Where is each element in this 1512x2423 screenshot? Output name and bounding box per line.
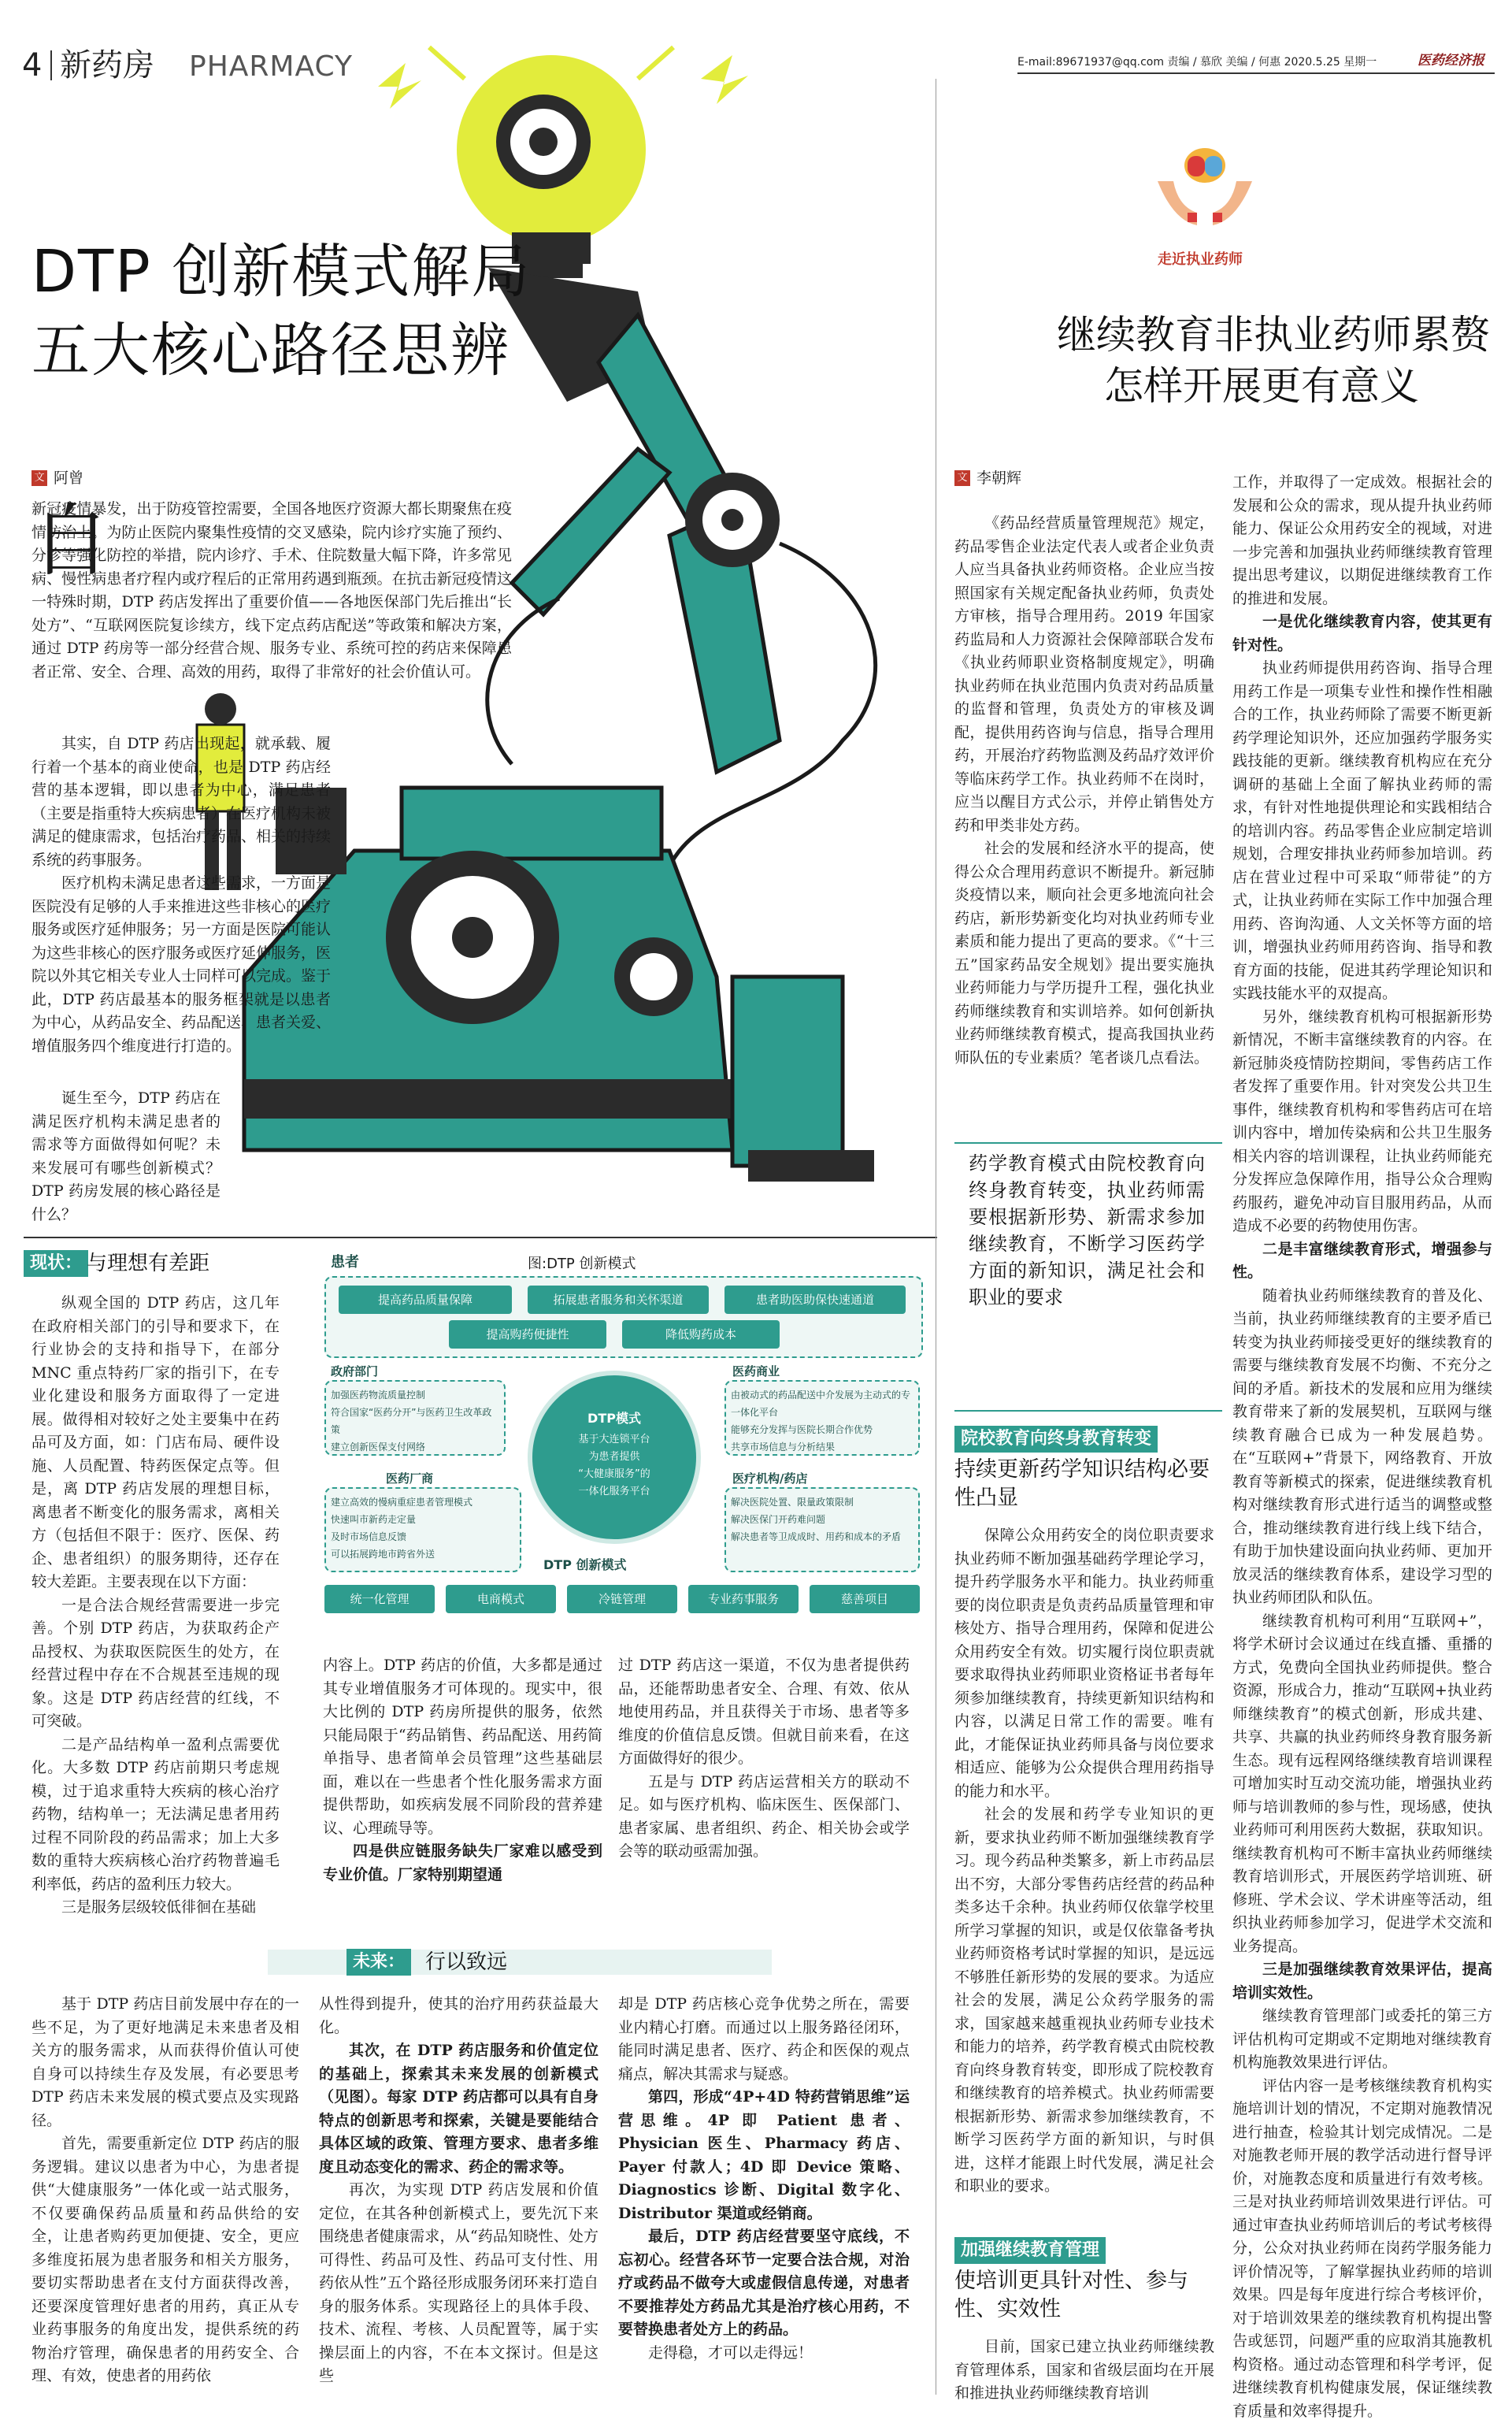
byline-tag: 文 [32,470,47,486]
intro-paragraph: 其实，自 DTP 药店出现起，就承载、履行着一个基本的商业使命，也是 DTP 药店经营的基本逻辑，即以患者为中心，满足患者（主要是指重特大疾病患者）在医疗机构未被满足的健康需求，包括治疗药品、相关的持续系统的药事服务。 [32,733,331,872]
biz-item: 由被动式的药品配送中介发展为主动式的专一体化平台 [731,1386,914,1421]
section-name: 新药房 [60,47,154,83]
header-rule [1017,72,1495,74]
body-paragraph: 走得稳，才可以走得远！ [618,2342,910,2365]
masthead-logo: 医药经济报 [1418,52,1484,69]
intro-paragraph: 新冠疫情暴发，出于防疫管控需要，全国各地医疗资源大都长期聚焦在疫情防治上。为防止医院内聚集性疫情的交叉感染，院内诊疗实施了预约、分诊等强化防控的举措，院内诊疗、手术、住院数量大幅下降，许多常见病、慢性病患者疗程内或疗程后的正常用药遇到瓶颈。在抗击新冠疫情这一特殊时期，DTP 药店发挥出了重要价值——各地医保部门先后推出“长处方”、“互联网医院复诊续方，线下定点药店配送”等政策和解决方案，通过 DTP 药房等一部分经营合规、服务专业、系统可控的药店来保障患者正常、安全、合理、高效的用药，取得了非常好的社会价值认可。 [32,498,512,684]
gov-item: 符合国家“医药分开”与医药卫生改革政策 [331,1404,499,1438]
right-column-2 [1232,471,1492,2393]
body-paragraph: 首先，需要重新定位 DTP 药店的服务逻辑。建议以患者为中心，为患者提供“大健康服务”一体化或一站式服务，不仅要确保药品质量和药品供给的安全，让患者购药更加便捷、安全，更应多维度拓展为患者服务和相关方服务，要切实帮助患者在支付方面获得改善，还要深度管理好患者的用药，真正从专业药事服务的角度出发，提供系统的药物治疗管理，确保患者的用药安全、合理、有效，使患者的用药依 [32,2132,299,2388]
hosp-list [731,1494,914,1545]
future-column-1 [32,1993,299,2395]
body-paragraph: 从性得到提升，使其的治疗用药获益最大化。 [319,1993,598,2039]
section-name-en: PHARMACY [189,50,353,83]
gov-item: 加强医药物流质量控制 [331,1386,499,1404]
author-name: 李朝辉 [976,468,1021,488]
mode-item: 慈善项目 [810,1585,920,1613]
right-column-1-mid [954,1524,1214,2288]
center-line: 基于大连锁平台 [528,1430,701,1445]
subhead-bar-1: 院校教育向终身教育转变 [954,1426,1158,1453]
intro-block-2 [32,733,331,1087]
body-paragraph: 三是服务层级较低徘徊在基础 [32,1896,280,1920]
gov-item: 建立创新医保支付网络 [331,1438,499,1456]
body-paragraph: 随着执业药师继续教育的普及化、当前，执业药师继续教育的主要矛盾已转变为执业药师接受更好的继续教育的需要与继续教育发展不均衡、不充分之间的矛盾。新技术的发展和应用为继续教育带来了新的发展契机，互联网与继续教育融合已成为一种发展趋势。在“互联网+”背景下，网络教育、开放教育等新模式的探索，促进继续教育机构对继续教育形式进行适当的调整或整合，推动继续教育进行线上线下结合，有助于加快建设面向执业药师、更加开放灵活的继续教育体系，建设学习型的执业药师团队和队伍。 [1232,1285,1492,1610]
body-paragraph: 二是产品结构单一盈利点需要优化。大多数 DTP 药店前期只考虑规模，过于追求重特大疾病的核心治疗药物，结构单一；无法满足患者用药过程不同阶段的药品需求；加上大多数的重特大疾病核心治疗药物普遍毛利率低，药店的盈利压力较大。 [32,1734,280,1897]
main-headline-line2: 五大核心路径思辨 [32,315,510,386]
body-paragraph: 再次，为实现 DTP 药店发展和价值定位，在其各种创新模式上，要先沉下来围绕患者健康需求，从“药品知晓性、处方可得性、药品可及性、药品可支付性、用药依从性”五个路径形成服务闭环来打造自身的服务体系。实现路径上的具体手段、技术、流程、考核、人员配置等，属于实操层面上的内容，不在本文探讨。但是这些 [319,2179,598,2388]
hosp-item: 解决医保门开药难问题 [731,1511,914,1528]
status-column-1 [32,1292,280,1938]
body-paragraph: 三是加强继续教育效果评估，提高培训实效性。 [1232,1958,1492,2005]
mfr-item: 可以拓展跨地市跨省外送 [331,1545,515,1563]
patient-item: 提高药品质量保障 [339,1286,512,1314]
mfr-item: 建立高效的慢病重症患者管理模式 [331,1494,515,1511]
hosp-item: 解决患者等卫成成时、用药和成本的矛盾 [731,1528,914,1545]
body-paragraph: 纵观全国的 DTP 药店，这几年在政府相关部门的引导和要求下，在行业协会的支持和指导下，在部分 MNC 重点特药厂家的指引下，在专业化建设和服务方面取得了一定进展。做得相对较好之处主要集中在药品可及方面，如：门店布局、硬件设施、人员配置、特药医保定点等。但是，离 DTP 药店发展的理想目标，离患者不断变化的服务需求，离相关方（包括但不限于：医疗、医保、药企、患者组织）的服务期待，还存在较大差距。主要表现在以下方面： [32,1292,280,1594]
patient-item: 拓展患者服务和关怀渠道 [528,1286,709,1314]
header-divider [50,50,52,80]
body-paragraph: 工作，并取得了一定成效。根据社会的发展和公众的需求，现从提升执业药师能力、保证公众用药安全的视域，对进一步完善和加强执业药师继续教育管理提出思考建议，以期促进继续教育工作的推进和发展。 [1232,471,1492,610]
body-paragraph: 第四，形成“4P+4D 特药营销思维”运营思维。4P 即 Patient 患者、Physician 医生、Pharmacy 药店、Payer 付款人；4D 即 Device 策略、Diagnostics 诊断、Digital 数字化、Distributor 渠道或经销商。 [618,2086,910,2225]
body-paragraph: 内容上。DTP 药店的价值，大多都是通过其专业增值服务才可体现的。现实中，很大比例的 DTP 药房所提供的服务，依然只能局限于“药品销售、药品配送、用药简单指导、患者简单会员管理”这些基础层面，难以在一些患者个性化服务需求方面提供帮助，如疾病发展不同阶段的营养建议、心理疏导等。 [323,1654,602,1840]
column-badge: 走近执业药师 [1158,248,1243,269]
right-headline-line1: 继续教育非执业药师累赘 [954,311,1490,358]
section-tag-status: 现状： [24,1250,88,1277]
mode-item: 统一化管理 [324,1585,435,1613]
intro-paragraph: 诞生至今，DTP 药店在满足医疗机构未满足患者的需求等方面做得如何呢？未来发展可有哪些创新模式？DTP 药房发展的核心路径是什么？ [32,1087,220,1226]
pull-quote-bottom-rule [954,1410,1222,1412]
hosp-box [724,1487,920,1572]
body-paragraph: 社会的发展和药学专业知识的更新，要求执业药师不断加强继续教育学习。现今药品种类繁多，新上市药品层出不穷，大部分零售药店经营的药品种类多达千余种。执业药师仅依靠学校里所学习掌握的知识，或是仅依靠备考执业药师资格考试时掌握的知识，是远远不够胜任新形势的发展的要求。为适应社会的发展，满足公众药学服务的需求，国家越来越重视执业药师专业技术和能力的培养，药学教育模式由院校教育向终身教育转变，即形成了院校教育和继续教育的培养模式。执业药师需要根据新形势、新需求参加继续教育，不断学习医药学方面的新知识，与时俱进，这样才能跟上时代发展，满足社会和职业的要求。 [954,1803,1214,2199]
header-meta: E-mail:89671937@qq.com 责编 / 慕欣 美编 / 何惠 2020.5.25 星期一 [1017,55,1377,69]
biz-list [731,1386,914,1456]
subhead-bar-2: 加强继续教育管理 [954,2237,1106,2264]
byline-tag: 文 [954,470,970,486]
hosp-item: 解决医院处置、限量政策限制 [731,1494,914,1511]
section-title-future: 行以致远 [425,1949,507,1976]
page-number: 4 [22,47,42,83]
mode-item: 电商模式 [446,1585,556,1613]
body-paragraph: 过 DTP 药店这一渠道，不仅为患者提供药品，还能帮助患者安全、合理、有效、依从地使用药品，并且获得关于市场、患者等多维度的价值信息反馈。但就目前来看，在这方面做得好的很少。 [618,1654,910,1771]
center-title: DTP模式 [528,1408,701,1427]
future-banner-line [268,1950,772,1975]
body-paragraph: 社会的发展和经济水平的提高，使得公众合理用药意识不断提升。新冠肺炎疫情以来，顺向社会更多地流向社会药店，新形势新变化均对执业药师专业素质和能力提出了更高的要求。《“十三五”国家药品安全规划》提出要实施执业药师能力与学历提升工程，强化执业药师继续教育和实训培养。如何创新执业药师继续教育模式，提高我国执业药师队伍的专业素质？笔者谈几点看法。 [954,837,1214,1070]
status-column-2 [323,1654,602,1938]
body-paragraph: 评估内容一是考核继续教育机构实施培训计划的情况，不定期对施教情况进行抽查，检验其计划完成情况。二是对施教老师开展的教学活动进行督导评价，对施教态度和质量进行有效考核。三是对执业药师培训效果进行评估。可通过审查执业药师培训后的考试考核得分，公众对执业药师在岗药学服务能力评价情况等，了解掌握执业药师的培训效果。四是每年度进行综合考核评价，对于培训效果差的继续教育机构提出警告或惩罚，问题严重的应取消其施教机构资格。通过动态管理和科学考评，促进继续教育机构健康发展，保证继续教育质量和效率得提升。 [1232,2075,1492,2423]
biz-box [724,1380,920,1456]
patient-item: 患者助医助保快速通道 [724,1286,906,1314]
body-paragraph: 却是 DTP 药店核心竞争优势之所在，需要业内精心打磨。而通过以上服务路径闭环，能同时满足患者、医疗、药企和医保的观点痛点，解决其需求与疑惑。 [618,1993,910,2086]
patient-item: 降低购药成本 [622,1320,780,1349]
body-paragraph: 五是与 DTP 药店运营相关方的联动不足。如与医疗机构、临床医生、医保部门、患者家属、患者组织、药企、相关协会或学会等的联动亟需加强。 [618,1771,910,1864]
right-column-1-bottom [954,2336,1214,2395]
drop-cap: 自 [32,498,110,584]
pharmacist-badge-icon [1150,134,1260,236]
future-column-3 [618,1993,910,2395]
intro-block [32,498,512,734]
body-paragraph: 执业药师提供用药咨询、指导合理用药工作是一项集专业性和操作性相融合的工作，执业药师除了需要不断更新药学理论知识外，还应加强药学服务实践技能的更新。继续教育机构应在充分调研的基础上全面了解执业药师的需求，有针对性地提供理论和实践相结合的培训内容。药品零售企业应制定培训规划，合理安排执业药师参加培训。药店在营业过程中可采取“师带徒”的方式，让执业药师在实际工作中加强合理用药、咨询沟通、人文关怀等方面的培训，增强执业药师用药咨询、指导和教育方面的技能，促进其药学理论知识和实践技能水平的双提高。 [1232,657,1492,1006]
body-paragraph: 继续教育管理部门或委托的第三方评估机构可定期或不定期地对继续教育机构施教效果进行评估。 [1232,2005,1492,2075]
subhead-title-2: 使培训更具针对性、参与性、实效性 [954,2267,1214,2324]
hosp-title: 医疗机构/药店 [732,1470,807,1486]
diagram-title: 图:DTP 创新模式 [528,1252,636,1273]
gov-box [324,1380,506,1456]
gear-icon [614,937,693,1016]
biz-title: 医药商业 [732,1363,780,1379]
biz-item: 能够充分发挥与医院长期合作优势 [731,1421,914,1438]
gear-icon [386,851,559,1024]
body-paragraph: 其次，在 DTP 药店服务和价值定位的基础上，探索其未来发展的创新模式（见图）。每家 DTP 药店都可以具有自身特点的创新思考和探索，关键是要能结合具体区域的政策、管理方要求、患者多维度且动态变化的需求、药企的需求等。 [319,2039,598,2179]
body-paragraph: 四是供应链服务缺失厂家难以感受到专业价值。厂家特别期望通 [323,1840,602,1887]
biz-item: 共享市场信息与分析结果 [731,1438,914,1456]
center-line: “大健康服务”的 [528,1465,701,1480]
mfr-item: 及时市场信息反馈 [331,1528,515,1545]
body-paragraph: 二是丰富继续教育形式，增强参与性。 [1232,1238,1492,1285]
body-paragraph: 最后，DTP 药店经营要坚守底线，不忘初心。经营各环节一定要合法合规，对治疗或药品不做夸大或虚假信息传递，对患者不要推荐处方药品尤其是治疗核心用药，不要替换患者处方上的药品。 [618,2225,910,2342]
mfr-box [324,1487,521,1572]
mfr-title: 医药厂商 [386,1470,433,1486]
intro-paragraph: 医疗机构未满足患者这些需求，一方面是医院没有足够的人手来推进这些非核心的医疗服务或医疗延伸服务；另一方面是医院可能认为这些非核心的医疗服务或医疗延伸服务，医院以外其它相关专业人士同样可以完成。鉴于此，DTP 药店最基本的服务框架就是以患者为中心，从药品安全、药品配送、患者关爱、增值服务四个维度进行打造的。 [32,872,331,1058]
gov-title: 政府部门 [331,1363,378,1379]
body-paragraph: 《药品经营质量管理规范》规定，药品零售企业法定代表人或者企业负责人应当具备执业药师资格。企业应当按照国家有关规定配备执业药师，负责处方审核，指导合理用药。2019 年国家药监局和人力资源社会保障部联合发布《执业药师职业资格制度规定》，明确执业药师在执业范围内负责对药品质量的监督和管理，负责处方的审核及调配，提供用药咨询与信息，指导合理用药，开展治疗药物监测及药品疗效评价等临床药学工作。执业药师不在岗时，应当以醒目方式公示，并停止销售处方药和甲类非处方药。 [954,512,1214,837]
author-name: 阿曾 [54,468,83,488]
body-paragraph: 另外，继续教育机构可根据新形势新情况，不断丰富继续教育的内容。在新冠肺炎疫情防控期间，零售药店工作者发挥了重要作用。针对突发公共卫生事件，继续教育机构和零售药店可在培训内容中，增加传染病和公共卫生服务相关内容的培训课程，让执业药师能充分发挥应急保障作用，指导公众合理购药服药，避免冲动盲目服用药品，从而造成不必要的药物使用伤害。 [1232,1006,1492,1238]
pull-quote-top-rule [954,1142,1222,1144]
pull-quote: 药学教育模式由院校教育向终身教育转变，执业药师需要根据新形势、新需求参加继续教育，不断学习医药学方面的新知识，满足社会和职业的要求 [969,1150,1205,1311]
status-column-3 [618,1654,910,1938]
future-column-2 [319,1993,598,2395]
intro-block-3 [32,1087,220,1229]
section-divider [24,1237,937,1238]
main-headline-line1: DTP 创新模式解局 [32,236,531,307]
body-paragraph: 基于 DTP 药店目前发展中存在的一些不足，为了更好地满足未来患者及相关方的服务需求，从而获得价值认可使自身可以持续生存及发展，有必要思考 DTP 药店未来发展的模式要点及实现路径。 [32,1993,299,2132]
subhead-title-1: 持续更新药学知识结构必要性凸显 [954,1456,1214,1512]
gear-icon [496,95,591,189]
mode-item: 专业药事服务 [688,1585,799,1613]
center-line: 一体化服务平台 [528,1482,701,1497]
gear-icon [685,473,780,567]
mfr-list [331,1494,515,1563]
section-tag-future: 未来： [346,1949,411,1976]
center-line: 为患者提供 [528,1448,701,1463]
body-paragraph: 一是合法合规经营需要进一步完善。个别 DTP 药店，为获取药企产品授权、为获取医院医生的处方，在经营过程中存在不合规甚至违规的现象。这是 DTP 药店经营的红线，不可突破。 [32,1594,280,1734]
section-title-status: 与理想有差距 [87,1250,209,1277]
body-paragraph: 目前，国家已建立执业药师继续教育管理体系，国家和省级层面均在开展和推进执业药师继续教育培训 [954,2336,1214,2406]
right-headline-line2: 怎样开展更有意义 [954,362,1419,410]
diagram-top-label: 患者 [331,1251,359,1271]
dtp-diagram [315,1245,929,1623]
gov-list [331,1386,499,1456]
diagram-bottom-label: DTP 创新模式 [543,1555,627,1573]
right-column-1-top [954,512,1214,1126]
body-paragraph: 一是优化继续教育内容，使其更有针对性。 [1232,610,1492,657]
mode-item: 冷链管理 [567,1585,677,1613]
mfr-item: 快速叫市新药走定量 [331,1511,515,1528]
patient-item: 提高购药便捷性 [449,1320,606,1349]
body-paragraph: 继续教育机构可利用“互联网+”，将学术研讨会议通过在线直播、重播的方式，免费向全国执业药师提供。整合资源，形成合力，推动“互联网+执业药师继续教育”的模式创新，形成共建、共享、共赢的执业药师终身教育服务新生态。现有远程网络继续教育培训课程可增加实时互动交流功能，增强执业药师与培训教师的参与性，现场感，使执业药师可利用医药大数据，获取知识。继续教育机构可不断丰富执业药师继续教育培训形式，开展医药学培训班、研修班、学术会议、学术讲座等活动，组织执业药师参加学习，促进学术交流和业务提高。 [1232,1610,1492,1959]
body-paragraph: 保障公众用药安全的岗位职责要求执业药师不断加强基础药学理论学习，提升药学服务水平和能力。执业药师重要的岗位职责是负责药品质量管理和审核处方、指导合理用药，保障和促进公众用药安全有效。切实履行岗位职责就要求取得执业药师职业资格证书者每年须参加继续教育，持续更新知识结构和内容，以满足日常工作的需要。唯有此，才能保证执业药师具备与岗位要求相适应、能够为公众提供合理用药指导的能力和水平。 [954,1524,1214,1803]
